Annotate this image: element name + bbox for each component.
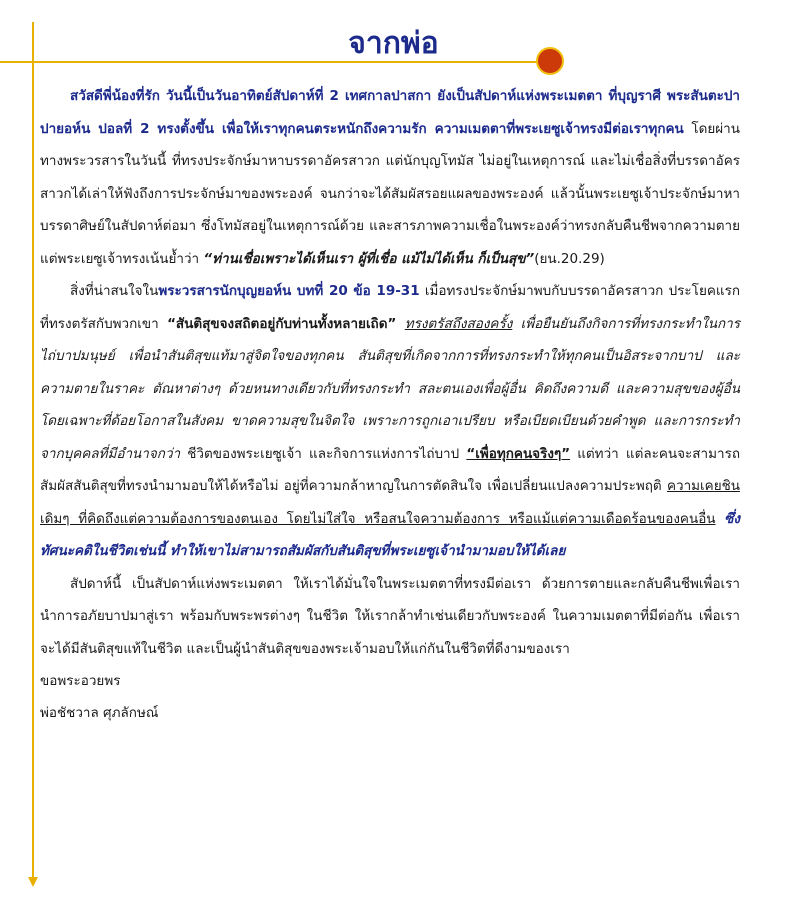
p2-text-3: ชีวิตของพระเยซูเจ้า และกิจการแห่งการไถ่บาป [180,445,467,462]
p2-space-2 [716,511,725,527]
paragraph-1 [40,80,740,275]
p2-text-2: เมื่อทรงประจักษ์มาพบกับบรรดาอัครสาวก ประโยคแรกที่ทรงตรัสกับพวกเขา [40,283,741,332]
p2-conclusion: ซึ่งทัศนะคติในชีวิตเช่นนี้ ทำให้เขาไม่สามารถสัมผัสกับสันติสุขที่พระเยซูเจ้านำมามอบให้ได้เลย [40,510,740,559]
article-body [40,80,740,729]
greeting-text: สวัสดีพี่น้องที่รัก วันนี้เป็นวันอาทิตย์สัปดาห์ที่ 2 เทศกาลปาสกา ยังเป็นสัปดาห์แห่งพระเมตตา ที่บุญราศี พระสันตะปาปายอห์น ปอลที่ 2 ทรงตั้งขึ้น เพื่อให้เราทุกคนตระหนักถึงความรัก ความเมตตาที่พระเยซูเจ้าทรงมีต่อเราทุกคน [40,88,740,137]
p1-text: โดยผ่านทางพระวรสารในวันนี้ ที่ทรงประจักษ์มาหาบรรดาอัครสาวก แต่นักบุญโทมัส ไม่อยู่ในเหตุการณ์ และไม่เชื่อสิ่งที่บรรดาอัครสาวกได้เล่าให้ฟังถึงการประจักษ์มาของพระองค์ จนกว่าจะได้สัมผัสรอยแผลของพระองค์ แล้วนั้นพระเยซูเจ้าประจักษ์มาหาบรรดาศิษย์ในสัปดาห์ต่อมา ซึ่งโทมัสอยู่ในเหตุการณ์ด้วย และสารภาพความเชื่อในพระองค์ว่าทรงกลับคืนชีพจากความตาย แต่พระเยซูเจ้าทรงเน้นย้ำว่า [40,120,740,267]
p2-text-4: แต่ทว่า แต่ละคนจะสามารถสัมผัสสันติสุขที่ทรงนำมามอบให้ได้หรือไม่ อยู่ที่ความกล้าหาญในการตัดสินใจ เพื่อเปลี่ยนแปลงความประพฤติ [40,445,741,494]
p2-underlined-2: ความเคยชินเดิมๆ ที่คิดถึงแต่ความต้องการของตนเอง โดยไม่ใส่ใจ หรือสนใจความต้องการ หรือแม้แต่ความเดือดร้อนของคนอื่น [40,478,740,527]
p1-quote: “ท่านเชื่อเพราะได้เห็นเรา ผู้ที่เชื่อ แม้ไม่ได้เห็น ก็เป็นสุข” [203,250,535,267]
p2-underlined-1: ทรงตรัสถึงสองครั้ง [404,315,513,332]
paragraph-3: สัปดาห์นี้ เป็นสัปดาห์แห่งพระเมตตา ให้เราได้มั่นใจในพระเมตตาที่ทรงมีต่อเรา ด้วยการตายและกลับคืนชีพเพื่อเรา นำการอภัยบาปมาสู่เรา พร้อมกับพระพรต่างๆ ในชีวิต ให้เรากล้าทำเช่นเดียวกับพระองค์ ในความเมตตาที่มีต่อกัน เพื่อเราจะได้มีสันติสุขแท้ในชีวิต และเป็นผู้นำสันติสุขของพระเจ้ามอบให้แก่กันในชีวิตที่ดีงามของเรา [40,575,740,657]
p2-for-everyone: “เพื่อทุกคนจริงๆ” [466,445,571,462]
vertical-rule [32,22,34,880]
p2-quote: “สันติสุขจงสถิตอยู่กับท่านทั้งหลายเถิด” [167,315,397,332]
blessing: ขอพระอวยพร [40,673,121,689]
p2-space-1 [396,316,404,332]
page-title: จากพ่อ [348,26,439,61]
p2-text-1: สิ่งที่น่าสนใจใน [70,283,159,299]
signature: พ่อชัชวาล ศุภลักษณ์ [40,705,159,721]
p2-italic-text: เพื่อยืนยันถึงกิจการที่ทรงกระทำในการไถ่บาปมนุษย์ เพื่อนำสันติสุขแท้มาสู่จิตใจของทุกคน สันติสุขที่เกิดจากการที่ทรงกระทำให้ทุกคนเป็นอิสระจากบาป และความตายในราคะ ตัณหาต่างๆ ด้วยหนทางเดียวกับที่ทรงกระทำ สละตนเองเพื่อผู้อื่น คิดถึงความดี และความสุขของผู้อื่น โดยเฉพาะที่ด้อยโอกาสในสังคม ขาดความสุขในจิตใจ เพราะการถูกเอาเปรียบ หรือเบียดเบียนด้วยคำพูด และการกระทำจากบุคคลที่มีอำนาจกว่า [40,315,741,462]
p2-gospel-ref: พระวรสารนักบุญยอห์น บทที่ 20 ข้อ 19-31 [158,283,420,299]
paragraph-2 [40,275,740,568]
p1-citation: (ยน.20.29) [534,250,605,267]
arrow-down-icon [28,877,38,887]
